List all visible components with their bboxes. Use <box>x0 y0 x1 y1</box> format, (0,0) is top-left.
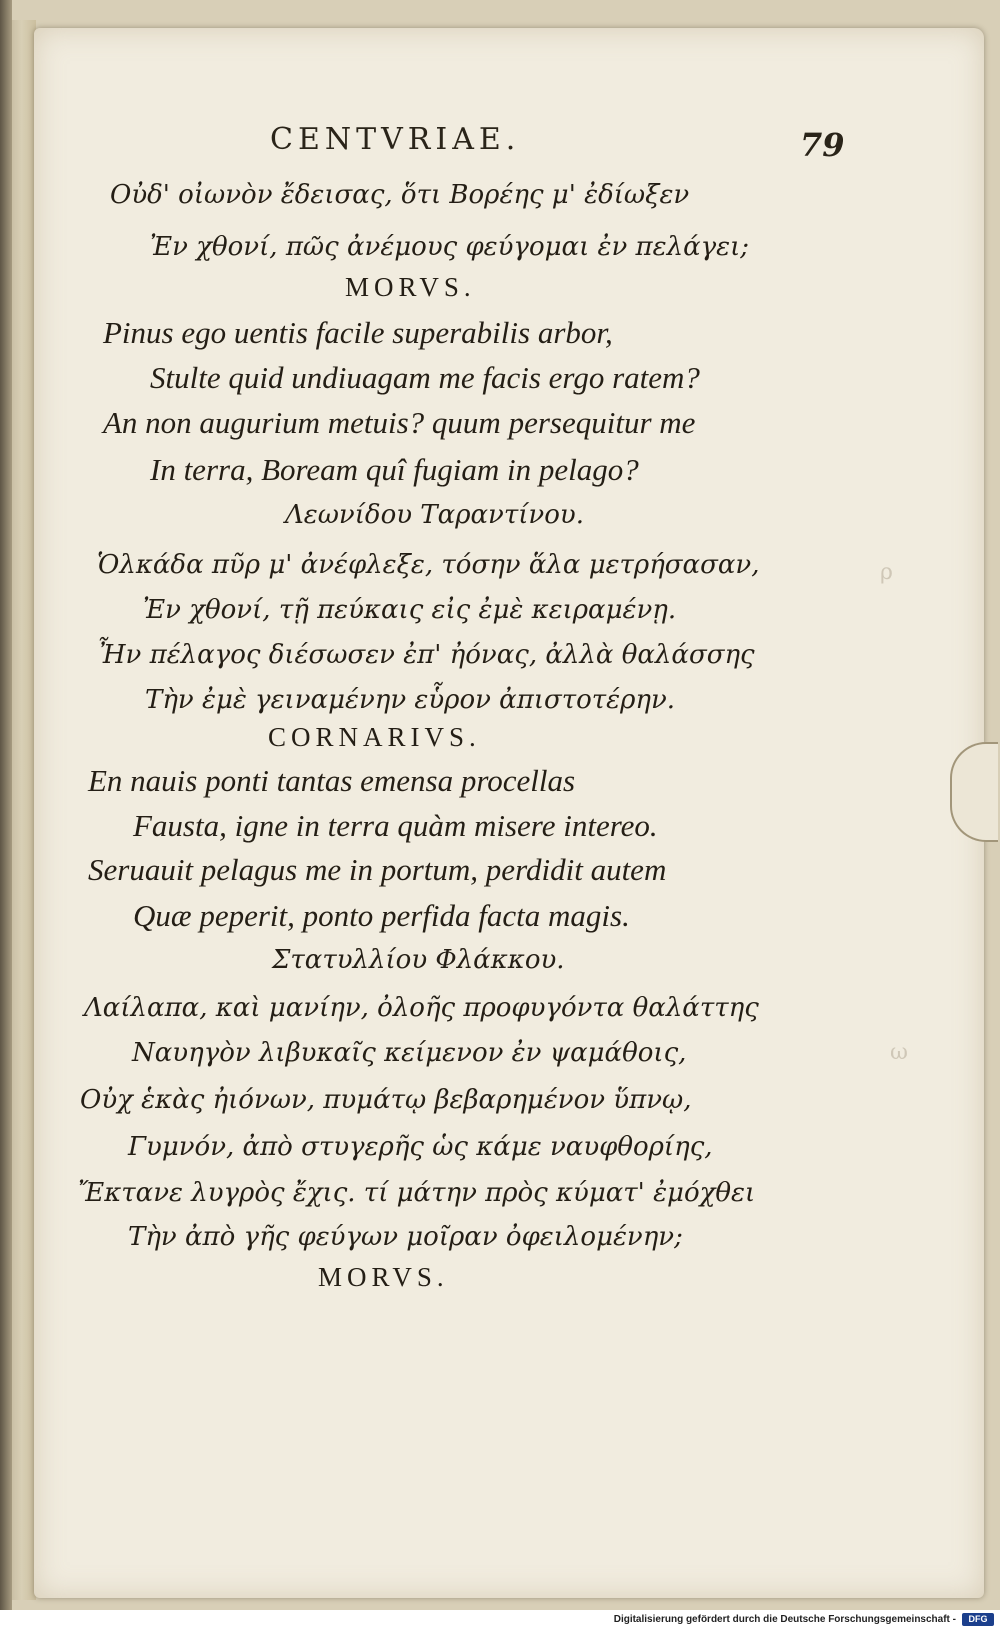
section-heading: CORNARIVS. <box>268 722 481 752</box>
text-line: Λαίλαπα, καὶ μανίην, ὀλοῆς προφυγόντα θαλάττης <box>84 993 759 1023</box>
text-line: Οὐχ ἑκὰς ἠιόνων, πυμάτῳ βεβαρημένον ὕπνῳ, <box>80 1085 692 1115</box>
digitization-footer <box>0 1610 1000 1630</box>
section-heading: MORVS. <box>345 272 476 302</box>
text-line: Οὐδ' οἰωνὸν ἔδεισας, ὅτι Βορέης μ' ἐδίωξεν <box>110 180 690 210</box>
text-line: Pinus ego uentis facile superabilis arbor, <box>103 315 613 350</box>
show-through-mark: ρ <box>880 560 893 585</box>
text-line: Ναυηγὸν λιβυκαῖς κείμενον ἐν ψαμάθοις, <box>132 1038 687 1068</box>
text-line: Ἐν χθονί, πῶς ἀνέμους φεύγομαι ἐν πελάγει; <box>150 232 750 262</box>
book-spine <box>0 0 12 1610</box>
show-through-mark: ω <box>890 1040 908 1065</box>
section-heading: Στατυλλίου Φλάκκου. <box>272 945 565 975</box>
section-heading: MORVS. <box>318 1262 449 1292</box>
text-line: Stulte quid undiuagam me facis ergo ratem? <box>150 360 700 395</box>
page-number: 79 <box>800 126 845 164</box>
funding-credit: Digitalisierung gefördert durch die Deutsche Forschungsgemeinschaft - <box>613 1614 956 1625</box>
text-line: Quæ peperit, ponto perfida facta magis. <box>133 898 630 933</box>
text-line: Γυμνόν, ἀπὸ στυγερῆς ὡς κάμε ναυφθορίης, <box>128 1132 713 1162</box>
section-heading: Λεωνίδου Ταραντίνου. <box>285 500 584 530</box>
page-tab-marker <box>950 742 998 842</box>
text-line: An non augurium metuis? quum persequitur me <box>103 405 696 440</box>
text-line: Τὴν ἐμὲ γειναμένην εὗρον ἀπιστοτέρην. <box>145 685 676 715</box>
text-line: Ὁλκάδα πῦρ μ' ἀνέφλεξε, τόσην ἅλα μετρήσασαν, <box>97 550 760 580</box>
text-line: In terra, Boream quî fugiam in pelago? <box>150 452 639 487</box>
text-line: Fausta, igne in terra quàm misere intereo. <box>133 808 658 843</box>
text-line: Τὴν ἀπὸ γῆς φεύγων μοῖραν ὀφειλομένην; <box>128 1222 683 1252</box>
text-line: En nauis ponti tantas emensa procellas <box>88 763 576 798</box>
text-line: Ἐν χθονί, τῇ πεύκαις εἰς ἐμὲ κειραμένῃ. <box>143 595 677 625</box>
dfg-logo: DFG <box>962 1613 994 1626</box>
text-line: Ἔκτανε λυγρὸς ἔχις. τί μάτην πρὸς κύματ' ἐμόχθει <box>78 1178 756 1208</box>
text-line: Ἦν πέλαγος διέσωσεν ἐπ' ἠόνας, ἀλλὰ θαλάσσης <box>97 640 755 670</box>
text-line: Seruauit pelagus me in portum, perdidit autem <box>88 852 667 887</box>
running-head: CENTVRIAE. <box>270 122 521 157</box>
